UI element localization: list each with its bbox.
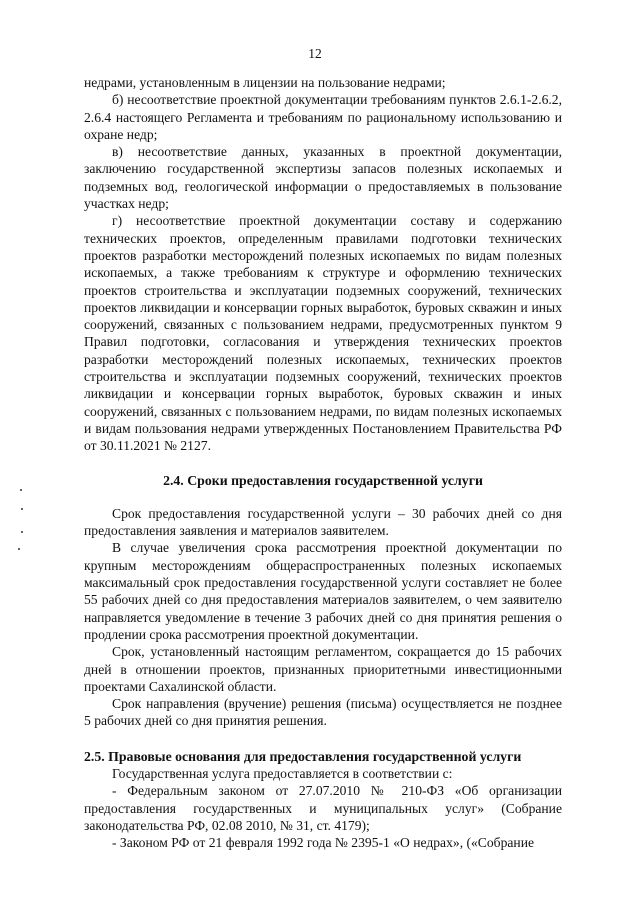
- paragraph-delivery: Срок направления (вручение) решения (письма) осуществляется не позднее 5 рабочих дней со дня принятия решения.: [84, 696, 562, 729]
- scan-mark: [21, 531, 23, 533]
- scan-mark: [20, 489, 22, 491]
- section-heading-2-5: 2.5. Правовые основания для предоставления государственной услуги: [84, 748, 522, 764]
- scan-mark: [21, 508, 23, 510]
- paragraph-legal-intro: Государственная услуга предоставляется в соответствии с:: [112, 765, 453, 781]
- paragraph-extension: В случае увеличения срока рассмотрения проектной документации по крупным месторождениям общераспространенных полезных ископаемых максимальный срок предоставления государственной услуги составляет не более 55 рабочих дней со дня предоставления материалов заявителем, о чем заявителю направляется уведомление в течение 3 рабочих дней со дня принятия решения о продлении срока рассмотрения проектной документации.: [84, 540, 562, 642]
- paragraph-continuation: недрами, установленным в лицензии на пользование недрами;: [84, 75, 446, 90]
- paragraph-reduction: Срок, установленный настоящим регламентом, сокращается до 15 рабочих дней в отношении проектов, признанных приоритетными инвестиционными проектами Сахалинской области.: [84, 644, 562, 694]
- page-number: 12: [308, 46, 322, 61]
- paragraph-item-v: в) несоответствие данных, указанных в проектной документации, заключению государственной экспертизы запасов полезных ископаемых и подземных вод, геологической информации о предоставляемых в пользование участках недр;: [84, 144, 562, 212]
- paragraph-item-b: б) несоответствие проектной документации требованиям пунктов 2.6.1-2.6.2, 2.6.4 настоящего Регламента и требованиям по рациональному использованию и охране недр;: [84, 92, 562, 142]
- paragraph-item-g: г) несоответствие проектной документации составу и содержанию технических проектов, определенным правилами подготовки технических проектов разработки месторождений полезных ископаемых по видам полезных ископаемых, а также требованиям к структуре и оформлению технических проектов строительства и эксплуатации подземных сооружений, технических проектов ликвидации и консервации горных выработок, буровых скважин и иных сооружений, связанных с пользованием недрами, предусмотренных пунктом 9 Правил подготовки, согласования и утверждения технических проектов разработки месторождений полезных ископаемых, технических проектов строительства и эксплуатации подземных сооружений, технических проектов ликвидации и консервации горных выработок, буровых скважин и иных сооружений, связанных с пользованием недрами, по видам полезных ископаемых и видам пользования недрами утвержденных Постановлением Правительства РФ от 30.11.2021 № 2127.: [84, 213, 562, 454]
- paragraph-law-nedra: - Законом РФ от 21 февраля 1992 года № 2395-1 «О недрах», («Собрание: [112, 835, 535, 851]
- document-body: [84, 74, 562, 851]
- section-heading-2-4: 2.4. Сроки предоставления государственной услуги: [163, 472, 483, 488]
- paragraph-law-210fz: - Федеральным законом от 27.07.2010 № 210-ФЗ «Об организации предоставления государственных и муниципальных услуг» (Собрание законодательства РФ, 02.08 2010, № 31, ст. 4179);: [84, 783, 562, 833]
- scan-mark: [18, 548, 20, 550]
- paragraph-term: Срок предоставления государственной услуги – 30 рабочих дней со дня предоставления заявления и материалов заявителем.: [84, 505, 562, 539]
